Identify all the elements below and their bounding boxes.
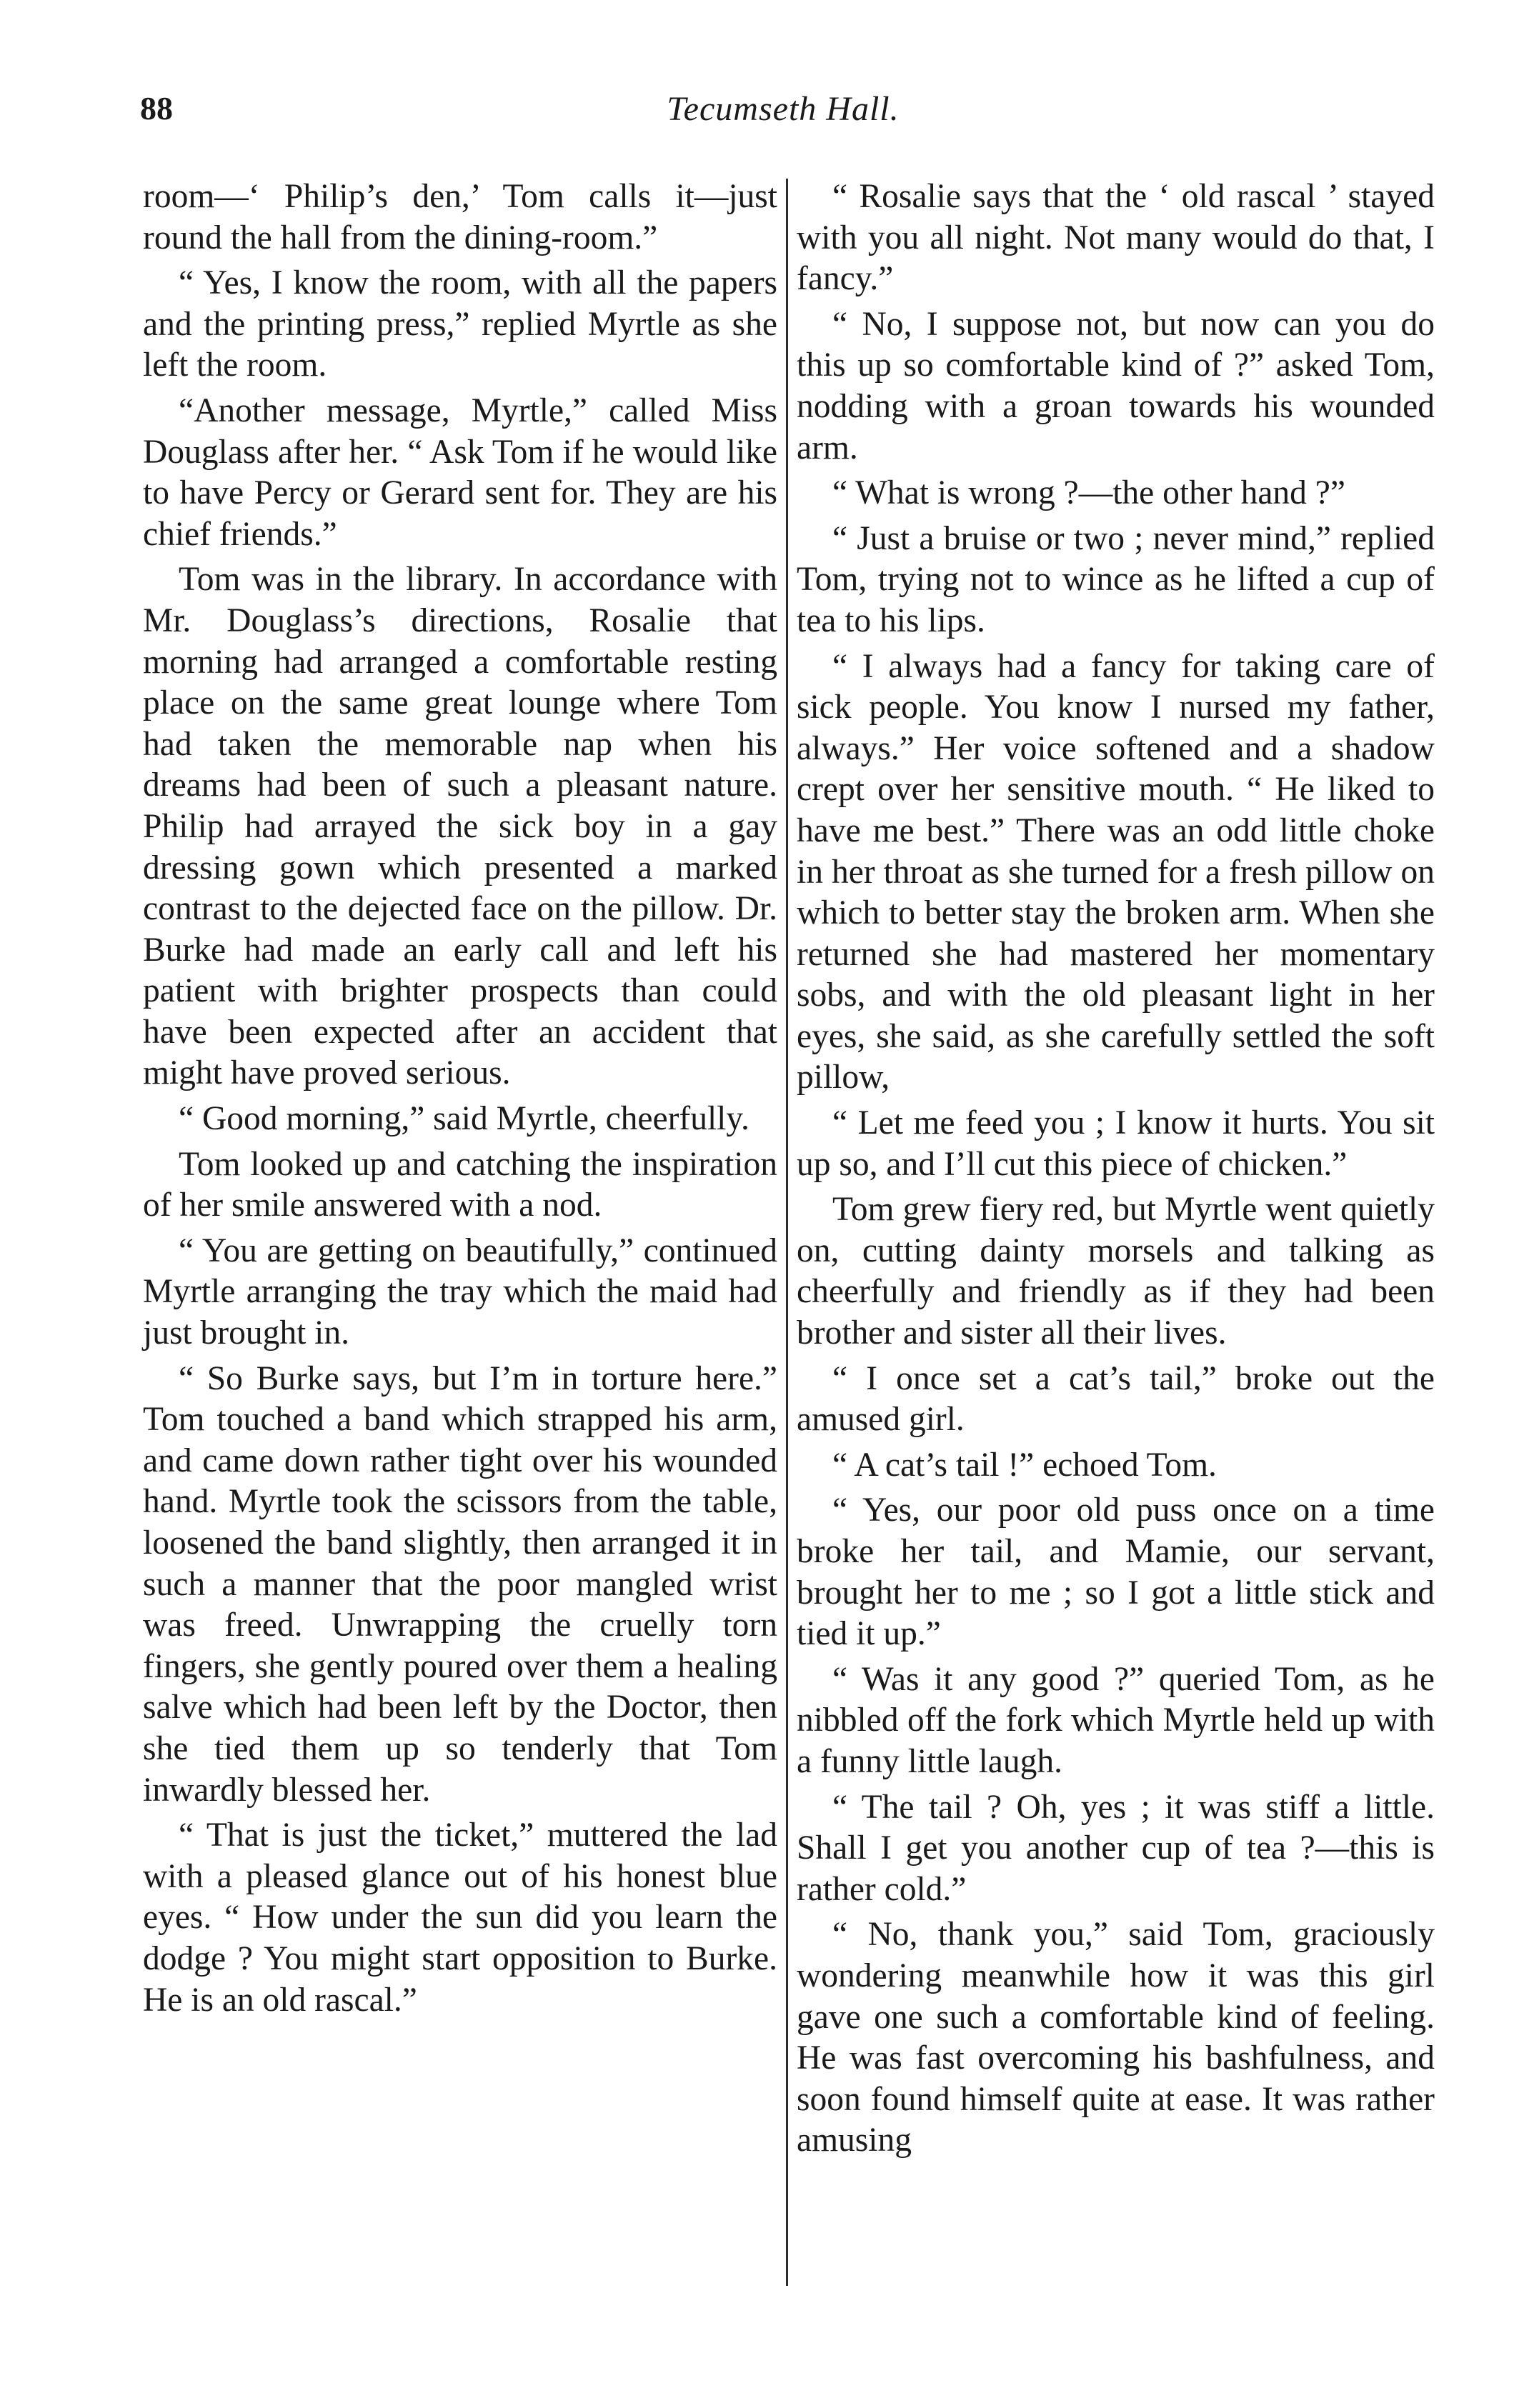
paragraph: “ You are getting on beautifully,” continued Myrtle arranging the tray which the maid had just brought in. [143, 1232, 777, 1352]
paragraph: “ Rosalie says that the ‘ old rascal ’ stayed with you all night. Not many would do that, I fancy.” [797, 178, 1435, 298]
paragraph: “ I always had a fancy for taking care of sick people. You know I nursed my father, always.” Her voice softened and a shadow crept over her sensitive mouth. “ He liked to have me best.” There was an odd little choke in her throat as she turned for a fresh pillow on which to better stay the broken arm. When she returned she had mastered her momentary sobs, and with the old pleasant light in her eyes, she said, as she carefully settled the soft pillow, [797, 647, 1435, 1096]
paragraph: Tom grew fiery red, but Myrtle went quietly on, cutting dainty morsels and talking as cheerfully and friendly as if they had been brother and sister all their lives. [797, 1191, 1435, 1352]
paragraph: “ What is wrong ?—the other hand ?” [832, 474, 1345, 512]
paragraph: Tom looked up and catching the inspiration of her smile answered with a nod. [143, 1145, 777, 1224]
paragraph: “ Just a bruise or two ; never mind,” replied Tom, trying not to wince as he lifted a cup of tea to his lips. [797, 519, 1435, 639]
paragraph: “ Was it any good ?” queried Tom, as he nibbled off the fork which Myrtle held up with a funny little laugh. [797, 1660, 1435, 1780]
paragraph: “Another message, Myrtle,” called Miss Douglass after her. “ Ask Tom if he would like to have Percy or Gerard sent for. They are his chief friends.” [143, 391, 777, 553]
paragraph: “ A cat’s tail !” echoed Tom. [832, 1446, 1217, 1484]
paragraph: “ Yes, I know the room, with all the papers and the printing press,” replied Myrtle as she left the room. [143, 264, 777, 384]
paragraph: “ Good morning,” said Myrtle, cheerfully. [179, 1100, 749, 1138]
column-divider [786, 179, 788, 2286]
paragraph: “ I once set a cat’s tail,” broke out the amused girl. [797, 1359, 1435, 1439]
paragraph: “ Let me feed you ; I know it hurts. You sit up so, and I’ll cut this piece of chicken.” [797, 1104, 1435, 1183]
right-column [797, 176, 1435, 2166]
paragraph: “ That is just the ticket,” muttered the lad with a pleased glance out of his honest blue eyes. “ How under the sun did you learn the dodge ? You might start opposition to Burke. He is an old rascal.” [143, 1817, 777, 2019]
paragraph: Tom was in the library. In accordance with Mr. Douglass’s directions, Rosalie that morning had arranged a comfortable resting place on the same great lounge where Tom had taken the memorable nap when his dreams had been of such a pleasant nature. Philip had arrayed the sick boy in a gay dressing gown which presented a marked contrast to the dejected face on the pillow. Dr. Burke had made an early call and left his patient with brighter prospects than could have been expected after an accident that might have proved serious. [143, 561, 777, 1092]
paragraph: “ Yes, our poor old puss once on a time broke her tail, and Mamie, our servant, brought her to me ; so I got a little stick and tied it up.” [797, 1492, 1435, 1653]
page-number: 88 [140, 90, 173, 126]
paragraph: “ So Burke says, but I’m in torture here.” Tom touched a band which strapped his arm, and came down rather tight over his wounded hand. Myrtle took the scissors from the table, loosened the band slightly, then arranged it in such a manner that the poor mangled wrist was freed. Unwrapping the cruelly torn fingers, she gently poured over them a healing salve which had been left by the Doctor, then she tied them up so tenderly that Tom inwardly blessed her. [143, 1359, 777, 1809]
paragraph: “ No, I suppose not, but now can you do this up so comfortable kind of ?” asked Tom, nodding with a groan towards his wounded arm. [797, 305, 1435, 466]
page-header [140, 89, 1426, 139]
paragraph: room—‘ Philip’s den,’ Tom calls it—just round the hall from the dining-room.” [143, 178, 777, 256]
running-title: Tecumseth Hall. [667, 90, 900, 128]
left-column [143, 176, 777, 2025]
paragraph: “ The tail ? Oh, yes ; it was stiff a little. Shall I get you another cup of tea ?—this is rather cold.” [797, 1788, 1435, 1908]
paragraph: “ No, thank you,” said Tom, graciously wondering meanwhile how it was this girl gave one such a comfortable kind of feeling. He was fast overcoming his bashfulness, and soon found himself quite at ease. It was rather amusing [797, 1916, 1435, 2159]
